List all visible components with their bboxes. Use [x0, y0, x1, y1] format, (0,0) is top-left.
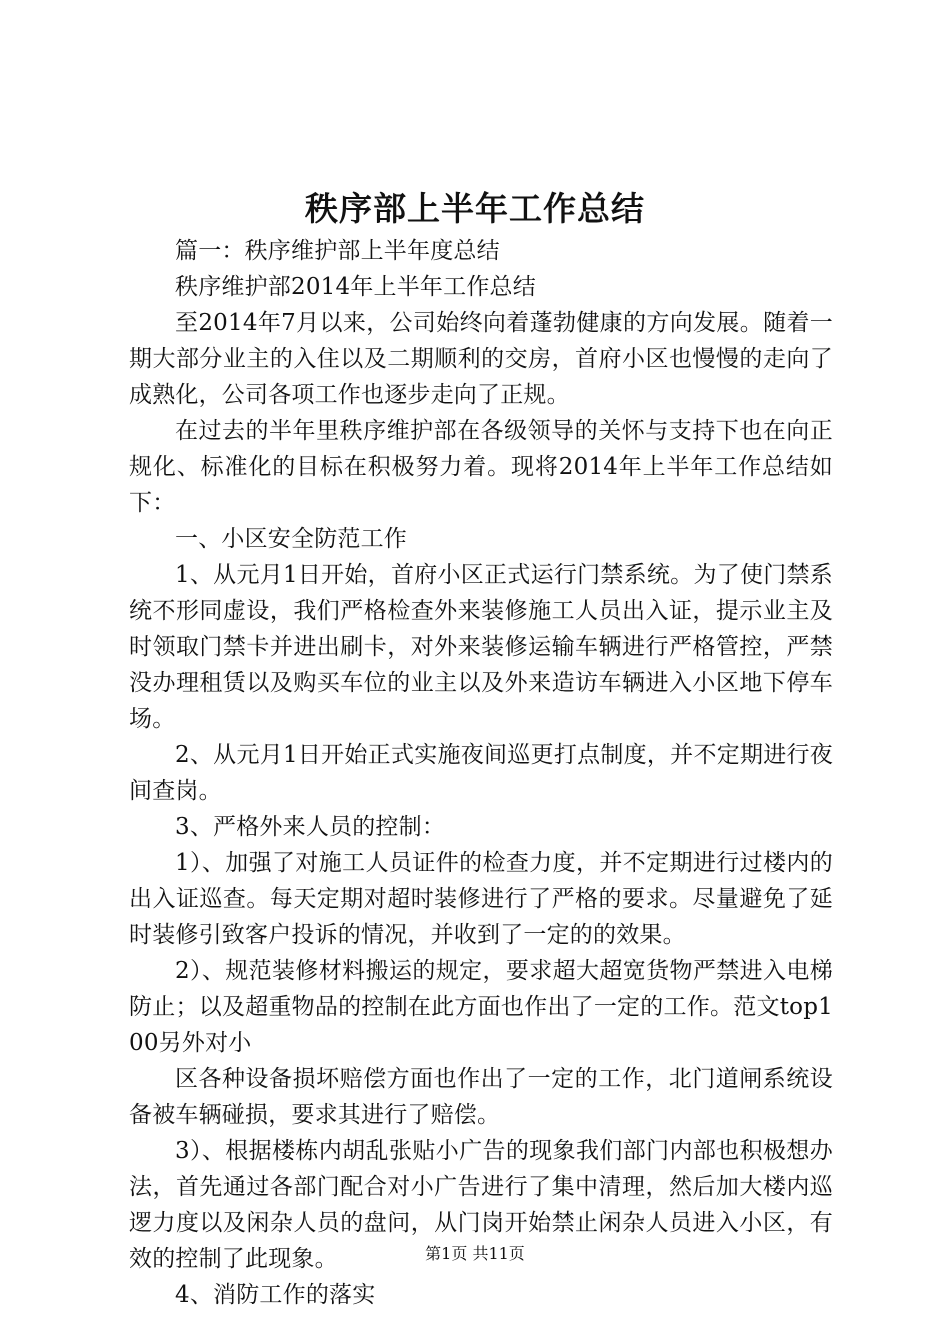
paragraph: 1、从元月1日开始，首府小区正式运行门禁系统。为了使门禁系统不形同虚设，我们严格检查外来装修施工人员出入证，提示业主及时领取门禁卡并进出刷卡，对外来装修运输车辆进行严格管控，严禁没办理租赁以及购买车位的业主以及外来造访车辆进入小区地下停车场。 [129, 562, 833, 732]
paragraph: 3）、根据楼栋内胡乱张贴小广告的现象我们部门内部也积极想办法，首先通过各部门配合对小广告进行了集中清理，然后加大楼内巡逻力度以及闲杂人员的盘问，从门岗开始禁止闲杂人员进入小区，有效的控制了此现象。 [129, 1138, 833, 1272]
document-body [129, 233, 833, 1313]
paragraph: 2、从元月1日开始正式实施夜间巡更打点制度，并不定期进行夜间查岗。 [129, 742, 833, 804]
paragraph: 4、消防工作的落实 [175, 1282, 376, 1308]
paragraph: 至2014年7月以来，公司始终向着蓬勃健康的方向发展。随着一期大部分业主的入住以及二期顺利的交房，首府小区也慢慢的走向了成熟化，公司各项工作也逐步走向了正规。 [129, 310, 833, 408]
section-heading: 一、小区安全防范工作 [175, 526, 407, 552]
paragraph: 秩序维护部2014年上半年工作总结 [175, 274, 536, 300]
page-footer: 第1页 共11页 [425, 1244, 525, 1263]
paragraph: 篇一：秩序维护部上半年度总结 [175, 238, 500, 264]
paragraph: 3、严格外来人员的控制： [175, 814, 446, 840]
paragraph: 区各种设备损坏赔偿方面也作出了一定的工作，北门道闸系统设备被车辆碰损，要求其进行了赔偿。 [129, 1066, 833, 1128]
paragraph: 在过去的半年里秩序维护部在各级领导的关怀与支持下也在向正规化、标准化的目标在积极努力着。现将2014年上半年工作总结如下： [129, 418, 833, 516]
paragraph: 1）、加强了对施工人员证件的检查力度，并不定期进行过楼内的出入证巡查。每天定期对超时装修进行了严格的要求。尽量避免了延时装修引致客户投诉的情况，并收到了一定的的效果。 [129, 850, 833, 948]
document-title: 秩序部上半年工作总结 [305, 189, 645, 228]
paragraph: 2）、规范装修材料搬运的规定，要求超大超宽货物严禁进入电梯防止；以及超重物品的控制在此方面也作出了一定的工作。范文top100另外对小 [129, 958, 833, 1056]
